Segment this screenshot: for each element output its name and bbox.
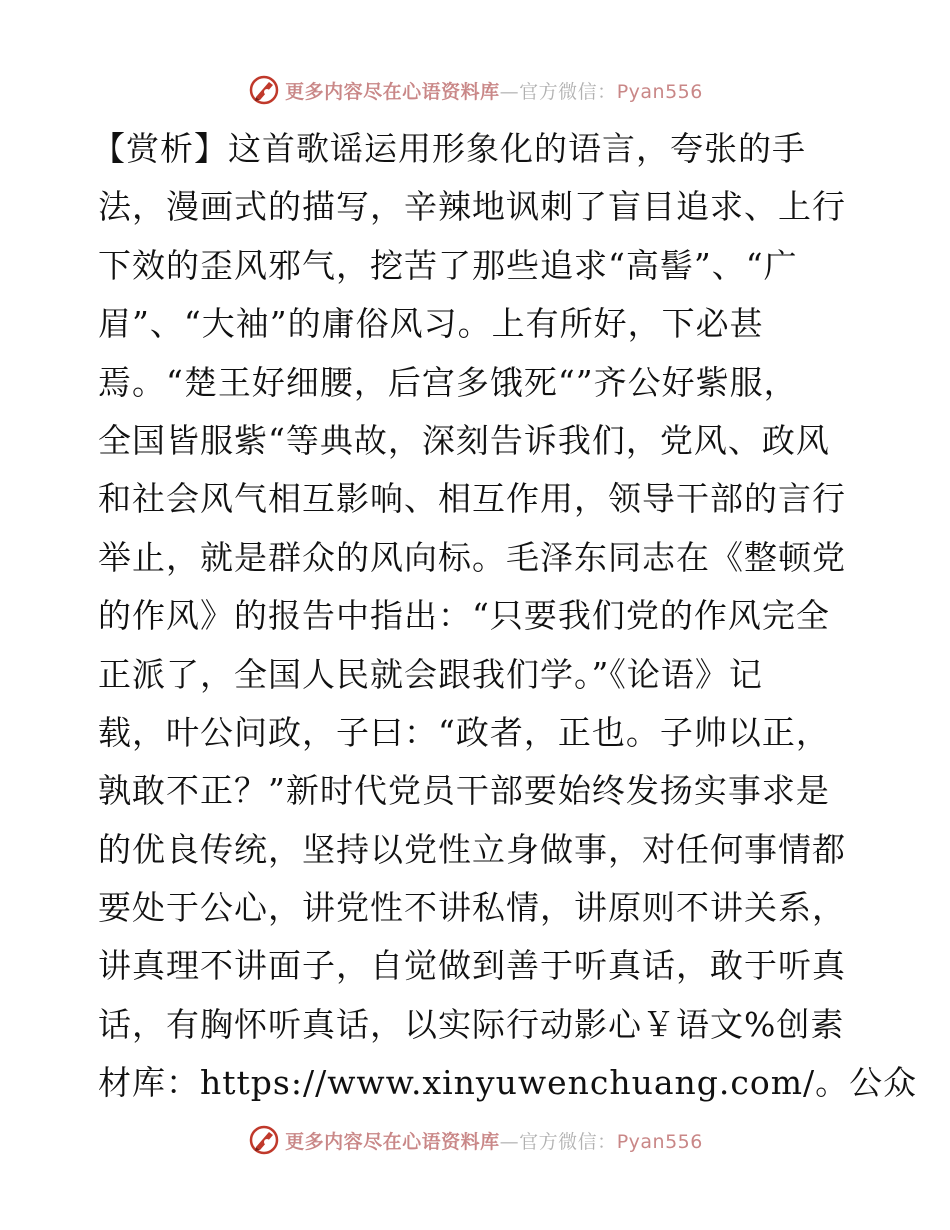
header-banner: [0, 70, 950, 110]
footer-separator: —: [499, 1130, 520, 1153]
header-site-text: 更多内容尽在心语资料库: [285, 80, 500, 103]
text-line: 全国皆服紫“等典故，深刻告诉我们，党风、政风: [98, 420, 830, 460]
text-line: 的作风》的报告中指出：“只要我们党的作风完全: [98, 596, 830, 636]
footer-banner-text: [285, 1127, 703, 1154]
article-body: [92, 120, 918, 1113]
footer-banner: [0, 1120, 950, 1160]
text-line: 法，漫画式的描写，辛辣地讽刺了盲目追求、上行: [98, 187, 846, 227]
header-wechat-id: Pyan556: [616, 80, 703, 103]
text-line: 焉。“楚王好细腰，后宫多饿死“”齐公好紫服，: [98, 362, 798, 402]
pen-logo-icon: [247, 73, 281, 107]
text-line: 举止，就是群众的风向标。毛泽东同志在《整顿党: [98, 537, 846, 577]
text-line: 和社会风气相互影响、相互作用，领导干部的言行: [98, 479, 846, 519]
text-line: 【赏析】这首歌谣运用形象化的语言，夸张的手: [92, 129, 806, 168]
text-line: 要处于公心，讲党性不讲私情，讲原则不讲关系，: [98, 888, 846, 928]
text-line-with-url: 材库：https://www.xinyuwenchuang.com/。公众: [98, 1063, 918, 1103]
header-wechat-label: 官方微信：: [519, 80, 617, 103]
footer-wechat-id: Pyan556: [616, 1130, 703, 1153]
text-line: 的优良传统，坚持以党性立身做事，对任何事情都: [98, 829, 846, 869]
pen-logo-icon: [247, 1123, 281, 1157]
footer-site-text: 更多内容尽在心语资料库: [285, 1130, 500, 1153]
text-line: 载，叶公问政，子曰：“政者，正也。子帅以正，: [98, 712, 830, 752]
text-line: 正派了，全国人民就会跟我们学。”《论语》记: [98, 654, 763, 694]
text-line: 下效的歪风邪气，挖苦了那些追求“高髻”、“广: [98, 245, 798, 285]
text-line: 眉”、“大袖”的庸俗风习。上有所好，下必甚: [98, 304, 764, 344]
text-line: 孰敢不正？”新时代党员干部要始终发扬实事求是: [98, 771, 830, 811]
header-banner-text: [285, 77, 703, 104]
text-line: 讲真理不讲面子，自觉做到善于听真话，敢于听真: [98, 946, 846, 986]
header-separator: —: [499, 80, 520, 103]
text-line: 话，有胸怀听真话，以实际行动影心￥语文%创素: [98, 1004, 845, 1044]
footer-wechat-label: 官方微信：: [519, 1130, 617, 1153]
